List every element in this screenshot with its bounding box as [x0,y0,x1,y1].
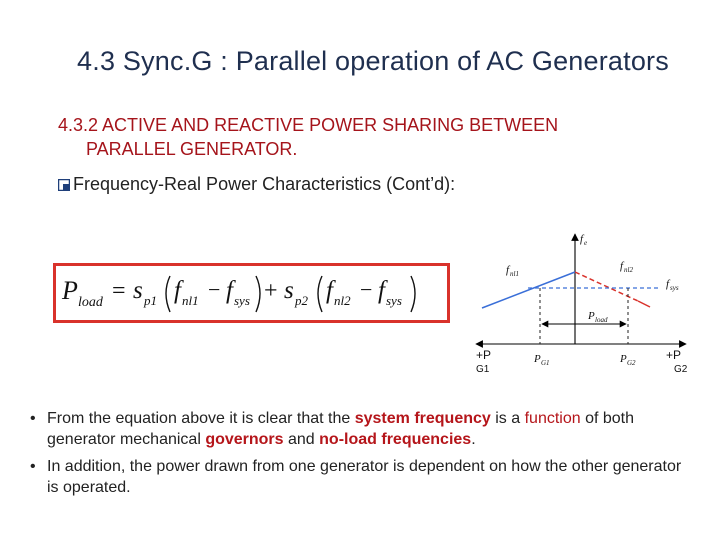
eq-paren-open-2 [318,276,322,312]
bullet-list [30,408,690,504]
eq-term1-f1-sub: nl1 [182,293,199,308]
pload-sub: load [595,316,608,324]
pg1-sub: G1 [541,359,550,367]
bullet-1-text-e: . [471,431,476,448]
eq-equals: = [112,278,126,304]
eq-term2-coeff: s [284,277,294,304]
bullet-1-text-a: From the equation above it is clear that the [47,410,355,427]
fe-sub: e [584,239,588,247]
slide-title: 4.3 Sync.G : Parallel operation of AC Generators [77,46,669,76]
fnl2-label: f [620,260,624,272]
gen1-droop-line [482,272,575,308]
eq-term1-f1: f [174,277,181,304]
eq-lhs-symbol: P [62,276,78,305]
eq-paren-open-1 [166,276,170,312]
bullet-item-2 [30,456,690,498]
eq-minus-1: − [208,277,221,302]
house-diagram [470,228,695,378]
fnl2-sub: nl2 [624,266,633,274]
section-heading-line1: 4.3.2 ACTIVE AND REACTIVE POWER SHARING BETWEEN [58,115,559,135]
fe-label: f [580,233,584,245]
fnl1-sub: nl1 [510,270,519,278]
eq-term2-f2: f [378,277,385,304]
section-heading-line2: PARALLEL GENERATOR. [86,139,298,159]
pload-label: P [588,310,595,322]
pg1-label: P [534,353,541,365]
eq-plus: + [264,278,278,304]
eq-term2-f1: f [326,277,333,304]
eq-paren-close-1 [256,276,260,312]
eq-term2-f1-sub: nl2 [334,293,351,308]
bullet-1-text-c: of both generator mechanical [47,410,635,448]
bullet-1-highlight-no-load-frequencies: no-load frequencies [319,431,472,448]
eq-minus-2: − [360,277,373,302]
section-heading [58,113,678,161]
gen2-droop-line-end [638,301,650,307]
right-axis-label: +P [666,348,682,362]
bullet-1-text-b: is a [490,410,525,427]
eq-term1-coeff-sub: p1 [144,293,157,308]
left-axis-gen: G1 [476,364,490,375]
eq-term2-coeff-sub: p2 [295,293,308,308]
bullet-1-highlight-system-frequency: system frequency [354,410,491,427]
bullet-1-highlight-governors: governors [205,431,284,448]
eq-term1-coeff: s [133,277,143,304]
diagram-labels [506,233,682,367]
axis-gen-labels [476,348,688,375]
fsys-label: f [666,278,670,290]
gen2-droop-line [575,272,638,301]
eq-term1-f2: f [226,277,233,304]
square-bullet-icon [58,179,70,191]
eq-lhs-subscript: load [78,295,103,310]
eq-paren-close-2 [411,276,415,312]
bullet-dot: • [30,410,36,427]
eq-term2-f2-sub: sys [386,293,402,308]
pg2-sub: G2 [627,359,636,367]
bullet-dot: • [30,458,36,475]
equation [56,266,447,320]
equation-box [53,263,450,323]
bullet-2-text: In addition, the power drawn from one generator is dependent on how the other generator is operated. [47,458,682,496]
right-axis-gen: G2 [674,364,688,375]
subheading-text: Frequency-Real Power Characteristics (Cont’d): [73,174,456,194]
bullet-item-1 [30,408,690,450]
bullet-1-highlight-function: function [524,410,581,427]
subheading [58,172,678,196]
left-axis-label: +P [476,348,492,362]
eq-term1-f2-sub: sys [234,293,250,308]
fnl1-label: f [506,264,510,276]
bullet-1-text-d: and [283,431,320,448]
pg2-label: P [620,353,627,365]
fsys-sub: sys [670,284,679,292]
